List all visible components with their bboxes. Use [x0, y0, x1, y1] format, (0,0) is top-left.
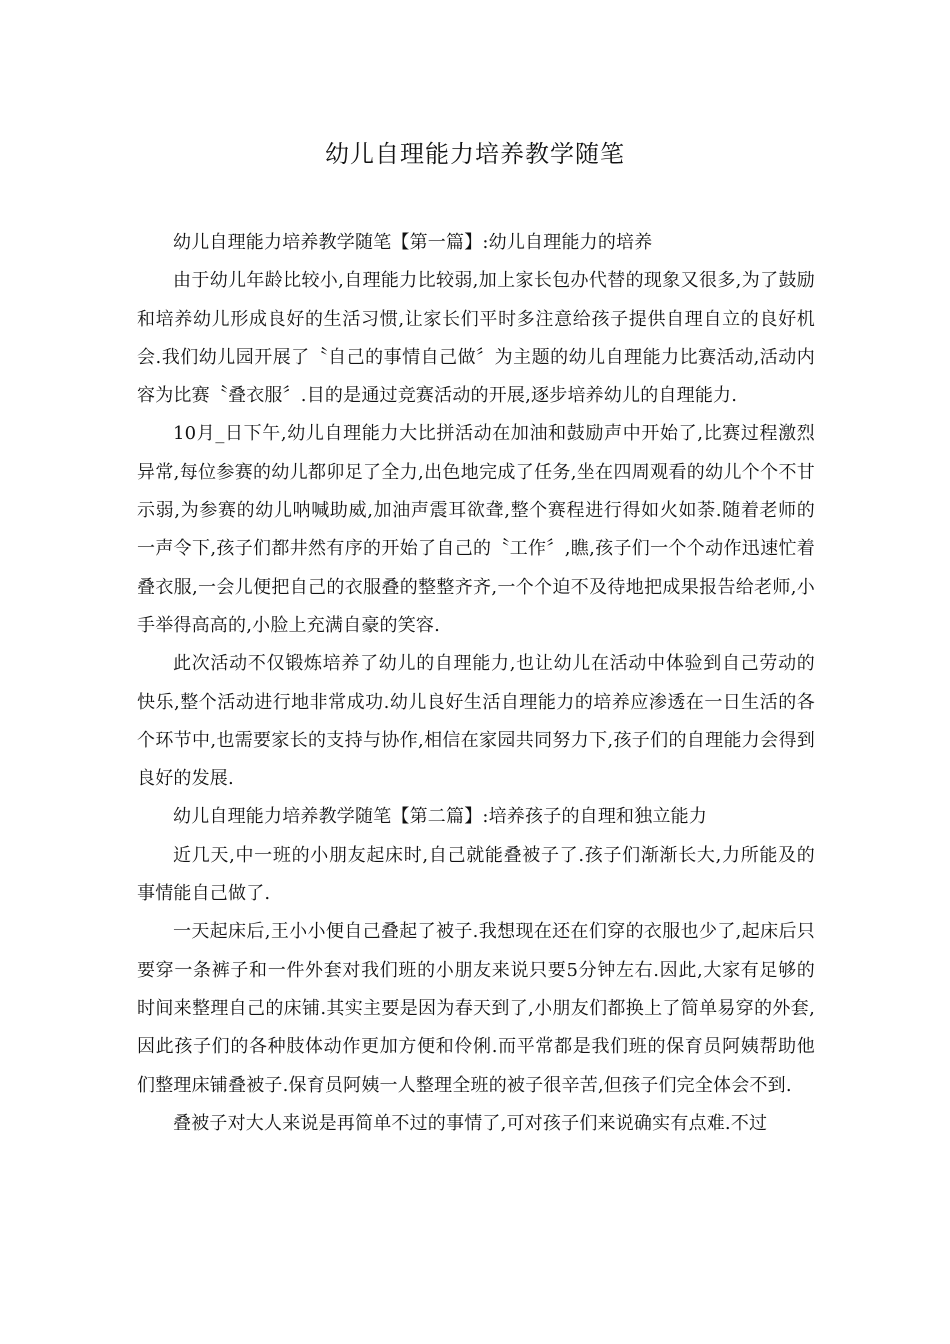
paragraph: 10月_日下午,幼儿自理能力大比拼活动在加油和鼓励声中开始了,比赛过程激烈异常,每位参赛的幼儿都卯足了全力,出色地完成了任务,坐在四周观看的幼儿个个不甘示弱,为参赛的幼儿呐喊助威,加油声震耳欲聋,整个赛程进行得如火如荼.随着老师的一声令下,孩子们都井然有序的开始了自己的〝工作〞,瞧,孩子们一个个动作迅速忙着叠衣服,一会儿便把自己的衣服叠的整整齐齐,一个个迫不及待地把成果报告给老师,小手举得高高的,小脸上充满自豪的笑容. [137, 423, 815, 636]
paragraph: 由于幼儿年龄比较小,自理能力比较弱,加上家长包办代替的现象又很多,为了鼓励和培养幼儿形成良好的生活习惯,让家长们平时多注意给孩子提供自理自立的良好机会.我们幼儿园开展了〝自己的事情自己做〞为主题的幼儿自理能力比赛活动,活动内容为比赛〝叠衣服〞.目的是通过竞赛活动的开展,逐步培养幼儿的自理能力. [137, 270, 815, 407]
paragraph: 此次活动不仅锻炼培养了幼儿的自理能力,也让幼儿在活动中体验到自己劳动的快乐,整个活动进行地非常成功.幼儿良好生活自理能力的培养应渗透在一日生活的各个环节中,也需要家长的支持与协作,相信在家园共同努力下,孩子们的自理能力会得到良好的发展. [137, 653, 815, 790]
paragraph: 叠被子对大人来说是再简单不过的事情了,可对孩子们来说确实有点难.不过 [173, 1112, 768, 1134]
paragraph-heading-2: 幼儿自理能力培养教学随笔【第二篇】:培养孩子的自理和独立能力 [173, 806, 708, 828]
document-body [137, 224, 815, 1143]
paragraph: 一天起床后,王小小便自己叠起了被子.我想现在还在们穿的衣服也少了,起床后只要穿一条裤子和一件外套对我们班的小朋友来说只要5分钟左右.因此,大家有足够的时间来整理自己的床铺.其实主要是因为春天到了,小朋友们都换上了简单易穿的外套,因此孩子们的各种肢体动作更加方便和伶俐.而平常都是我们班的保育员阿姨帮助他们整理床铺叠被子.保育员阿姨一人整理全班的被子很辛苦,但孩子们完全体会不到. [137, 921, 815, 1096]
paragraph: 近几天,中一班的小朋友起床时,自己就能叠被子了.孩子们渐渐长大,力所能及的事情能自己做了. [137, 844, 815, 905]
document-title: 幼儿自理能力培养教学随笔 [325, 140, 625, 168]
paragraph-heading-1: 幼儿自理能力培养教学随笔【第一篇】:幼儿自理能力的培养 [173, 232, 653, 253]
